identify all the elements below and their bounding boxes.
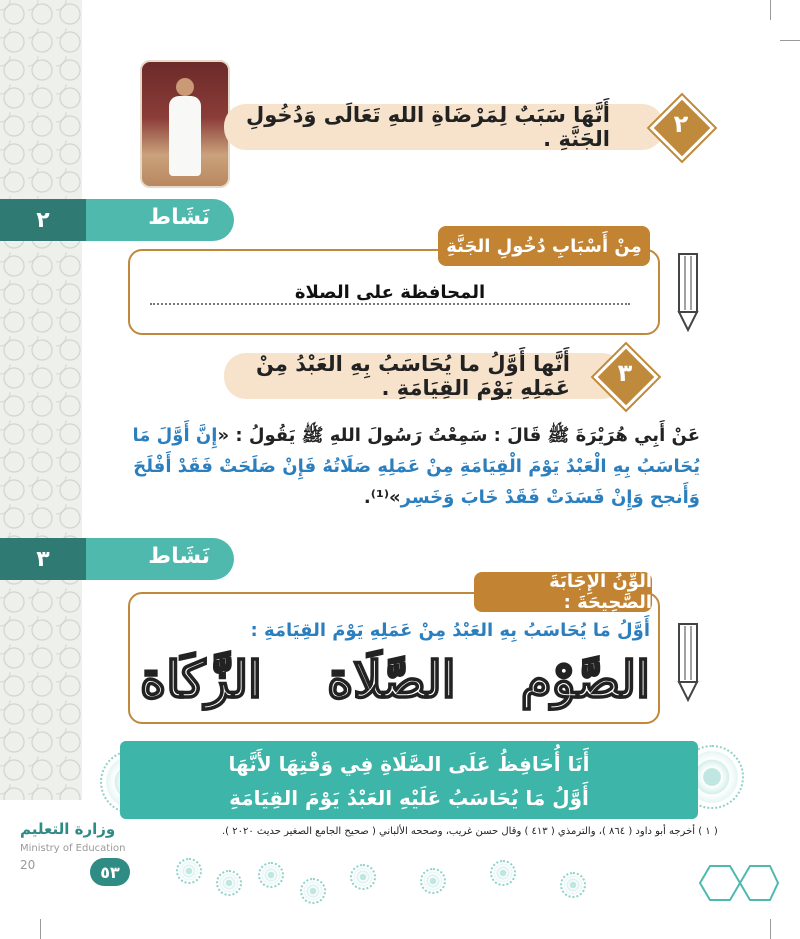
pencil-icon	[675, 622, 701, 702]
ministry-name-en: Ministry of Education	[20, 843, 126, 854]
crop-mark	[770, 0, 771, 20]
pencil-icon	[675, 252, 701, 332]
section2-number-badge	[654, 100, 708, 154]
rosette-ornament	[490, 860, 516, 886]
section2-heading-bar	[224, 104, 664, 150]
page-number: ٥٣	[90, 858, 130, 886]
activity3-tab: أُلَوِّنُ الإِجَابَةَ الصَّحِيحَةَ :	[474, 572, 652, 612]
section2-heading: أَنَّهَا سَبَبٌ لِمَرْضَاةِ اللهِ تَعَالَى وَدُخُولِ الجَنَّةِ .	[246, 103, 610, 151]
option-fasting[interactable]: الصَّوْم	[520, 650, 650, 709]
hadith-line3-end: »⁽¹⁾.	[363, 487, 401, 508]
section3-number-badge	[598, 349, 652, 403]
activity2-tab: مِنْ أَسْبَابِ دُخُولِ الجَنَّةِ	[438, 226, 650, 266]
activity2-label	[0, 199, 234, 241]
rosette-ornament	[560, 872, 586, 898]
activity3-number: ٣	[0, 538, 86, 580]
footnote: ( ١ ) أخرجه أبو داود ( ٨٦٤ )، والترمذي ( ٤١٣ ) وقال حسن غريب، وصححه الألباني ( صحيح الجامع الصغير حديث ٢٠٢٠ ).	[222, 826, 718, 837]
option-zakat[interactable]: الزَّكَاة	[140, 650, 262, 709]
activity3-options	[140, 650, 650, 709]
activity3-question: أَوَّلُ مَا يُحَاسَبُ بِهِ العَبْدُ مِنْ عَمَلِهِ يَوْمَ القِيَامَةِ :	[250, 620, 650, 641]
rosette-ornament	[350, 864, 376, 890]
activity2-answer-line	[150, 303, 630, 305]
rosette-ornament	[420, 868, 446, 894]
activity2-number: ٢	[0, 199, 86, 241]
ministry-year: 20	[20, 858, 36, 872]
banner-line2: أَوَّلُ مَا يُحَاسَبُ عَلَيْهِ العَبْدُ يَوْمَ القِيَامَةِ	[229, 786, 589, 810]
hadith-line1-quote: إِنَّ أَوَّلَ مَا	[132, 425, 218, 446]
section3-heading: أَنَّها أَوَّلُ ما يُحَاسَبُ بِهِ العَبْدُ مِنْ عَمَلِهِ يَوْمَ القِيَامَةِ .	[255, 352, 570, 400]
hadith-line3: وَأَنجح وَإِنْ فَسَدَتْ فَقَدْ خَابَ وَخَسِر	[400, 487, 700, 508]
crop-mark	[780, 40, 800, 41]
praying-boy-photo	[140, 60, 230, 188]
rosette-ornament	[258, 862, 284, 888]
hexagon-pattern-icon	[690, 858, 780, 908]
crop-mark	[770, 919, 771, 939]
section3-number: ٣	[617, 359, 633, 387]
banner-line1: أَنَا أُحَافِظُ عَلَى الصَّلَاةِ فِي وَقْتِهَا لأَنَّهَا	[228, 752, 590, 776]
option-prayer[interactable]: الصَّلَاة	[327, 650, 456, 709]
hadith-line2: يُحَاسَبُ بِهِ الْعَبْدُ يَوْمَ الْقِيَامَةِ مِنْ عَمَلِهِ صَلَاتُهُ فَإِنْ صَلَحَتْ فَقَدْ أَفْلَحَ	[133, 456, 700, 477]
activity3-label	[0, 538, 234, 580]
section3-heading-bar	[224, 353, 624, 399]
hadith-intro: عَنْ أَبِي هُرَيْرَةَ ﷺ قَالَ : سَمِعْتُ رَسُولَ اللهِ ﷺ يَقُولُ : «	[217, 425, 700, 446]
rosette-ornament	[176, 858, 202, 884]
ministry-name: وزارة التعليم	[20, 820, 116, 838]
decorative-pattern-strip	[0, 0, 82, 800]
activity3-title: نَشَاط	[148, 544, 210, 569]
activity2-title: نَشَاط	[148, 205, 210, 230]
rosette-ornament	[216, 870, 242, 896]
section2-number: ٢	[673, 110, 689, 138]
hadith-paragraph	[110, 420, 700, 513]
commitment-banner	[120, 741, 698, 819]
activity2-answer: المحافظة على الصلاة	[294, 282, 486, 303]
crop-mark	[40, 919, 41, 939]
rosette-ornament	[300, 878, 326, 904]
